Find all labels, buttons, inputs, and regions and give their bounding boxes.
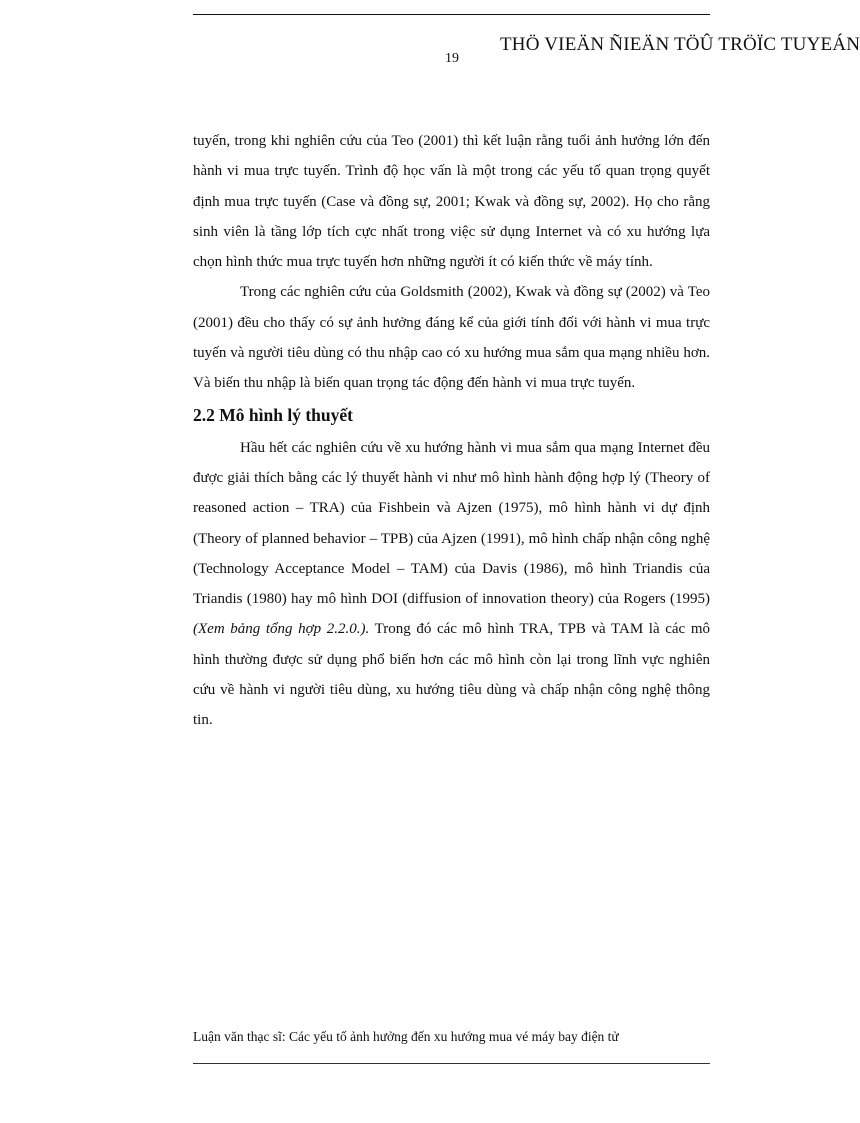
footer-rule (193, 1063, 710, 1064)
paragraph-age-education: tuyến, trong khi nghiên cứu của Teo (2001) thì kết luận rằng tuổi ảnh hưởng lớn đến hành vi mua trực tuyến. Trình độ học vấn là một trong các yếu tố quan trọng quyết định mua trực tuyến (Case và đồng sự, 2001; Kwak và đồng sự, 2002). Họ cho rằng sinh viên là tầng lớp tích cực nhất trong việc sử dụng Internet và có xu hướng lựa chọn hình thức mua trực tuyến hơn những người ít có kiến thức về máy tính. (193, 133, 710, 271)
library-watermark: THÖ VIEÄN ÑIEÄN TÖÛ TRÖÏC TUYEÁN (500, 34, 860, 55)
paragraph-theory-models (193, 433, 710, 736)
theory-models-text: Hầu hết các nghiên cứu về xu hướng hành vi mua sắm qua mạng Internet đều được giải thích bằng các lý thuyết hành vi như mô hình hành động hợp lý (Theory of reasoned action – TRA) của Fishbein và Ajzen (1975), mô hình hành vi dự định (Theory of planned behavior – TPB) của Ajzen (1991), mô hình chấp nhận công nghệ (Technology Acceptance Model – TAM) của Davis (1986), mô hình Triandis của Triandis (1980) hay mô hình DOI (diffusion of innovation theory) của Rogers (1995) (193, 439, 710, 608)
paragraph-gender-income: Trong các nghiên cứu của Goldsmith (2002), Kwak và đồng sự (2002) và Teo (2001) đều cho thấy có sự ảnh hưởng đáng kể của giới tính đối với hành vi mua trực tuyến và người tiêu dùng có thu nhập cao có xu hướng mua sắm qua mạng nhiều hơn. Và biến thu nhập là biến quan trọng tác động đến hành vi mua trực tuyến. (193, 284, 710, 392)
section-heading: 2.2 Mô hình lý thuyết (193, 404, 353, 425)
header-rule (193, 14, 710, 15)
footer-thesis-title: Luận văn thạc sĩ: Các yếu tố ảnh hưởng đến xu hướng mua vé máy bay điện tử (193, 1029, 619, 1044)
page-number: 19 (445, 51, 459, 66)
table-reference: (Xem bảng tổng hợp 2.2.0.). (193, 621, 370, 638)
theory-models-conclusion: Trong đó các mô hình TRA, TPB và TAM là các mô hình thường được sử dụng phổ biến hơn các mô hình còn lại trong lĩnh vực nghiên cứu về hành vi người tiêu dùng, xu hướng tiêu dùng và chấp nhận công nghệ thông tin. (193, 621, 710, 729)
document-body (193, 126, 710, 736)
